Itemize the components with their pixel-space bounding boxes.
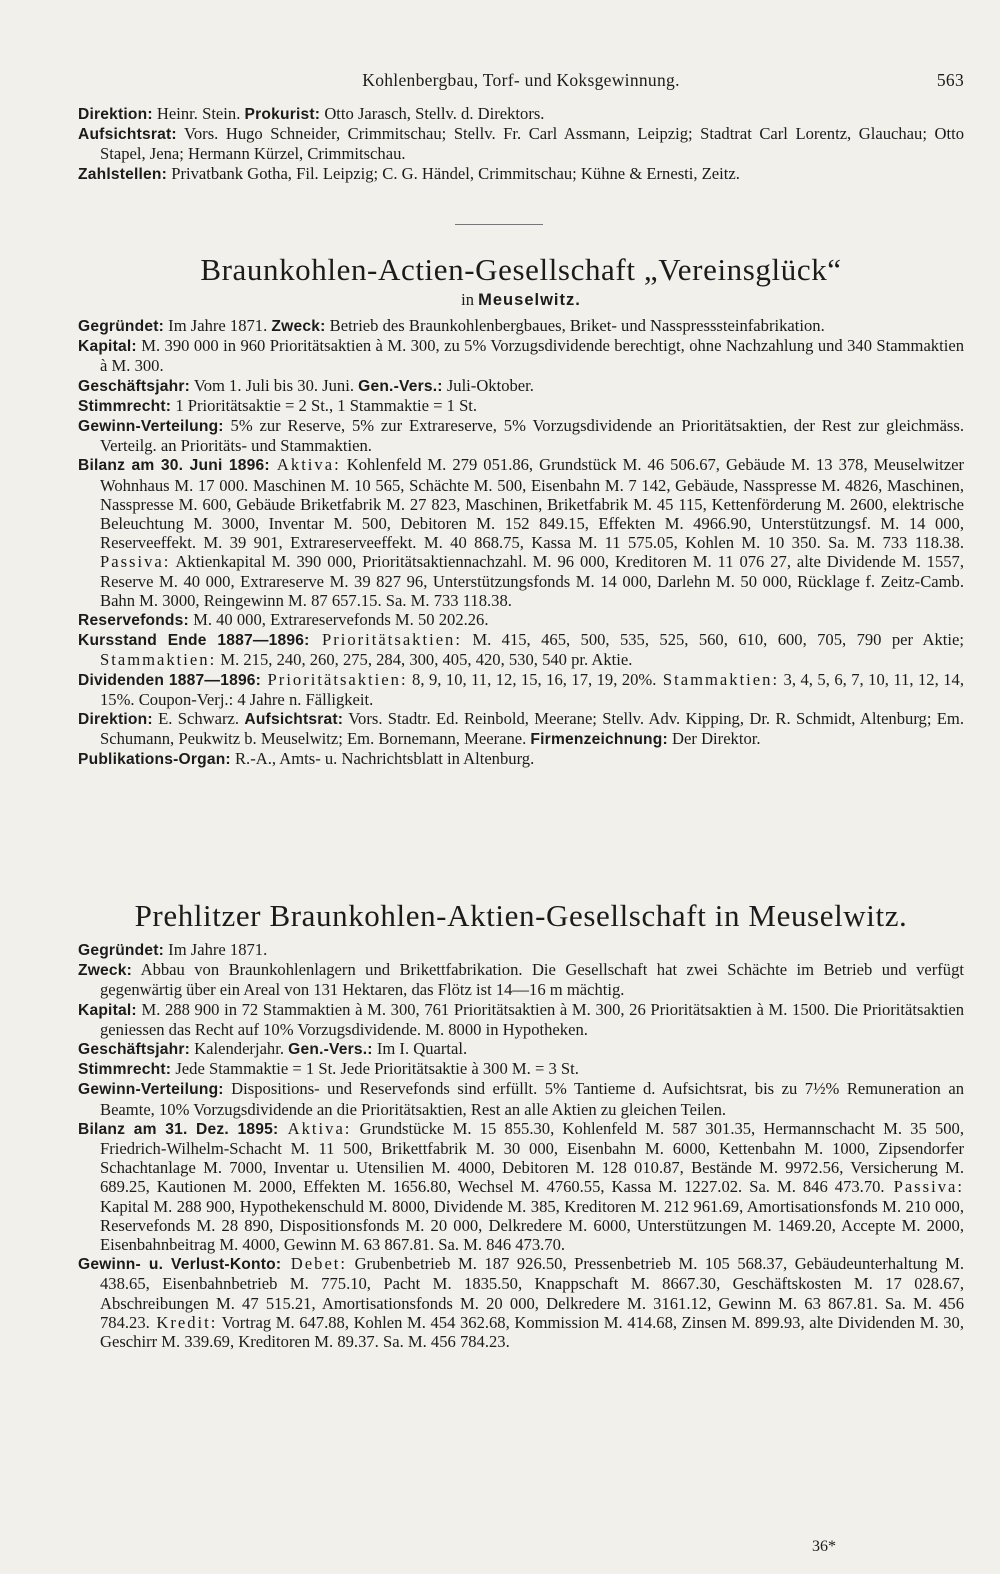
entry-zahlstellen: Zahlstellen: Privatbank Gotha, Fil. Leipzig; C. G. Händel, Crimmitschau; Kühne & Ernesti, Zeitz. — [78, 163, 740, 183]
top-block — [78, 104, 964, 184]
entry-geschaeftsjahr: Geschäftsjahr: Vom 1. Juli bis 30. Juni. Gen.-Vers.: Juli-Oktober. — [78, 375, 534, 395]
entry-direktion: Direktion: Heinr. Stein. Prokurist: Otto Jarasch, Stellv. d. Direktors. — [78, 104, 545, 123]
entry-publikations-organ: Publikations-Organ: R.-A., Amts- u. Nachrichtsblatt in Altenburg. — [78, 749, 535, 769]
entry-bilanz: Bilanz am 30. Juni 1896: Aktiva: Kohlenfeld M. 279 051.86, Grundstück M. 46 506.67, Gebäude M. 13 378, Meuselwitzer Wohnhaus M. 17 000. Maschinen M. 10 565, Schächte M. 500, Eisenbahn M. 7 142, Gebäude, Nasspresse M. 4826, Maschinen, Nasspresse M. 600, Gebäude Briketfabrik M. 27 823, Maschinen, Briketfabrik M. 45 115, Kettenförderung M. 2600, elektrische Beleuchtung M. 3000, Inventar M. 500, Debitoren M. 152 849.15, Effekten M. 4966.90, Unterstützungsf. M. 14 000, Reserveeffekt. M. 39 901, Extrareserveeffekt. M. 40 868.75, Kassa M. 11 575.05, Kohlen M. 10 350. Sa. M. 733 118.38. Passiva: Aktienkapital M. 390 000, Prioritätsaktiennachzahl. M. 96 000, Kreditoren M. 11 076 27, alte Dividende M. 1557, Reserve M. 40 000, Extrareserve M. 39 827 96, Unterstützungsfonds M. 14 000, Darlehn M. 50 000, Rücklage f. Zeitz-Camb. Bahn M. 3000, Reingewinn M. 87 657.15. Sa. M. 733 118.38. — [78, 455, 964, 610]
entry-dividenden: Dividenden 1887—1896: Prioritätsaktien: 8, 9, 10, 11, 12, 15, 16, 17, 19, 20%. Stammaktien: 3, 4, 5, 6, 7, 10, 11, 12, 14, 15%. Coupon-Verj.: 4 Jahre n. Fälligkeit. — [78, 669, 964, 709]
signature-mark: 36* — [812, 1538, 836, 1555]
entry-kursstand: Kursstand Ende 1887—1896: Prioritätsaktien: M. 415, 465, 500, 535, 525, 560, 610, 600, 705, 790 per Aktie; Stammaktien: M. 215, 240, 260, 275, 284, 300, 405, 420, 530, 540 pr. Aktie. — [78, 630, 964, 670]
company-title-prehlitzer: Prehlitzer Braunkohlen-Aktien-Gesellschaft in Meuselwitz. — [134, 898, 908, 933]
entry-bilanz: Bilanz am 31. Dez. 1895: Aktiva: Grundstücke M. 15 855.30, Kohlenfeld M. 587 301.35, Hermannschacht M. 35 500, Friedrich-Wilhelm-Schacht M. 11 500, Brikettfabrik M. 30 000, Eisenbahn M. 6000, Kettenbahn M. 1000, Zipsendorfer Schachtanlage M. 7000, Inventar u. Utensilien M. 4000, Debitoren M. 128 010.87, Bestände M. 9972.56, Versicherung M. 689.25, Kautionen M. 2000, Effekten M. 1656.80, Wechsel M. 4760.55, Kassa M. 1227.02. Sa. M. 846 473.70. Passiva: Kapital M. 288 900, Hypothekenschuld M. 8000, Dividende M. 385, Kreditoren M. 212 961.69, Amortisationsfonds M. 210 000, Reservefonds M. 28 890, Dispositionsfonds M. 20 000, Delkredere M. 6000, Unterstützungen M. 1469.20, Accepte M. 2000, Eisenbahnbeitrag M. 4000, Gewinn M. 63 867.81. Sa. M. 846 473.70. — [78, 1118, 964, 1255]
company-title-vereinsglueck: Braunkohlen-Actien-Gesellschaft „Vereinsglück“ — [200, 252, 842, 287]
running-title: Kohlenbergbau, Torf- und Koksgewinnung. — [362, 70, 680, 90]
entry-stimmrecht: Stimmrecht: Jede Stammaktie = 1 St. Jede Prioritätsaktie à 300 M. = 3 St. — [78, 1059, 579, 1079]
entry-gewinn-verteilung: Gewinn-Verteilung: Dispositions- und Reservefonds sind erfüllt. 5% Tantieme d. Aufsichtsrat, bis zu 7½% Remuneration an Beamte, 10% Vorzugsdividende an die Prioritätsaktien, Rest an alle Aktien zu gleichen Teilen. — [78, 1079, 964, 1119]
entry-kapital: Kapital: M. 390 000 in 960 Prioritätsaktien à M. 300, zu 5% Vorzugsdividende berechtigt, ohne Nachzahlung und 340 Stammaktien à M. 300. — [78, 336, 964, 376]
entry-reservefonds: Reservefonds: M. 40 000, Extrareservefonds M. 50 202.26. — [78, 610, 489, 630]
company1-entries — [78, 316, 964, 770]
entry-gegruendet: Gegründet: Im Jahre 1871. — [78, 940, 268, 959]
page-number: 563 — [936, 70, 964, 90]
section-divider — [455, 224, 543, 225]
entry-direktion-aufsichtsrat: Direktion: E. Schwarz. Aufsichtsrat: Vors. Stadtr. Ed. Reinbold, Meerane; Stellv. Adv. Kipping, Dr. R. Schmidt, Altenburg; Em. Schumann, Peukwitz b. Meuselwitz; Em. Bornemann, Meerane. Firmenzeichnung: Der Direktor. — [78, 709, 964, 749]
entry-gewinn-verteilung: Gewinn-Verteilung: 5% zur Reserve, 5% zur Extrareserve, 5% Vorzugsdividende an Prioritätsaktien, der Rest zur gleichmäss. Verteilg. an Prioritäts- und Stammaktien. — [78, 416, 964, 456]
company-location: in Meuselwitz. — [461, 290, 581, 309]
entry-geschaeftsjahr: Geschäftsjahr: Kalenderjahr. Gen.-Vers.: Im I. Quartal. — [78, 1039, 468, 1059]
entry-gegruendet: Gegründet: Im Jahre 1871. Zweck: Betrieb des Braunkohlenbergbaues, Briket- und Nasspresssteinfabrikation. — [78, 316, 825, 335]
running-header — [78, 70, 964, 96]
entry-zweck: Zweck: Abbau von Braunkohlenlagern und Brikettfabrikation. Die Gesellschaft hat zwei Schächte im Betrieb und verfügt gegenwärtig über ein Areal von 131 Hektaren, das Flötz ist 14—16 m mächtig. — [78, 960, 964, 1000]
company2-entries — [78, 940, 964, 1351]
entry-kapital: Kapital: M. 288 900 in 72 Stammaktien à M. 300, 761 Prioritätsaktien à M. 300, 26 Prioritätsaktien à M. 1500. Die Prioritätsaktien geniessen das Recht auf 10% Vorzugsdividende. M. 8000 in Hypotheken. — [78, 999, 964, 1039]
entry-aufsichtsrat: Aufsichtsrat: Vors. Hugo Schneider, Crimmitschau; Stellv. Fr. Carl Assmann, Leipzig; Stadtrat Carl Lorentz, Glauchau; Otto Stapel, Jena; Hermann Kürzel, Crimmitschau. — [78, 124, 964, 164]
entry-stimmrecht: Stimmrecht: 1 Prioritätsaktie = 2 St., 1 Stammaktie = 1 St. — [78, 395, 478, 415]
entry-gewinn-verlust-konto: Gewinn- u. Verlust-Konto: Debet: Grubenbetrieb M. 187 926.50, Pressenbetrieb M. 105 568.37, Gebäudeunterhaltung M. 438.65, Eisenbahnbetrieb M. 775.10, Pacht M. 1835.50, Knappschaft M. 8667.30, Geschäftskosten M. 17 028.67, Abschreibungen M. 47 515.21, Amortisationsfonds M. 20 000, Delkredere M. 3161.12, Gewinn M. 63 867.81. Sa. M. 456 784.23. Kredit: Vortrag M. 647.88, Kohlen M. 454 362.68, Kommission M. 414.68, Zinsen M. 899.93, alte Dividenden M. 30, Geschirr M. 339.69, Kreditoren M. 89.37. Sa. M. 456 784.23. — [78, 1254, 964, 1352]
